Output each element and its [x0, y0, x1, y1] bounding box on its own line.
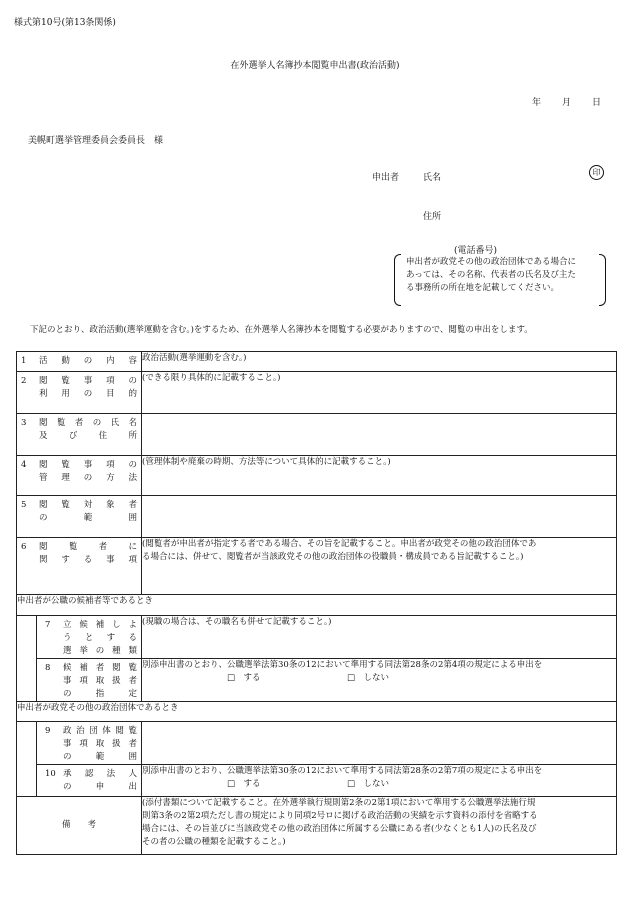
row-content[interactable]: (閲覧者が申出者が指定する者である場合、その旨を記載すること。申出者が政党その他の政治団体であ る場合には、併せて、閲覧者が当該政党その他の政治団体の役職員・構成員である旨記載すること。): [142, 538, 617, 595]
remarks-content[interactable]: (添付書類について記載すること。在外選挙執行規則第2条の2第1項において準用する公職選挙法施行規 則第3条の2第2項ただし書の規定により同項2号ロに掲げる政治活動の実績を示す資料の添付を省略する 場合には、その旨並びに当該政党その他の政治団体に所属する公職にある者(少なくとも1人)の氏名及び その者の公職の種類を記載すること。): [142, 797, 617, 855]
section-heading: 申出者が政党その他の政治団体であるとき: [17, 702, 617, 722]
row-content[interactable]: (現職の場合は、その職名も併せて記載すること。): [142, 616, 617, 659]
row-purpose: [17, 372, 617, 414]
row-label: の申出: [63, 782, 138, 792]
remarks-label: 備 考: [17, 797, 142, 855]
row-label: 立候補しよ: [63, 620, 138, 630]
section-party: [17, 702, 617, 722]
date-year-label: 年: [532, 98, 542, 108]
row-label: 閲覧対象者: [39, 500, 138, 510]
address-label: 住所: [423, 212, 442, 222]
row-label: 候補者閲覧: [63, 663, 138, 673]
row-label: の指定: [63, 689, 138, 699]
row-viewer-matters: [17, 538, 617, 595]
row-label: 閲覧者の氏名: [39, 418, 138, 428]
row-content[interactable]: [142, 722, 617, 765]
note-line: 申出者が政党その他の政治団体である場合に: [406, 257, 577, 267]
row-number: 8: [45, 663, 51, 673]
row-content[interactable]: [142, 496, 617, 538]
row-label: 閲覧者に: [39, 542, 138, 552]
phone-label: (電話番号): [454, 246, 498, 256]
row-content[interactable]: (できる限り具体的に記載すること。): [142, 372, 617, 414]
note-bracket-left: [394, 254, 401, 306]
row-approved-corp: [17, 765, 617, 797]
row-label: の範囲: [39, 513, 138, 523]
row-content[interactable]: (管理体制や廃棄の時期、方法等について具体的に記載すること。): [142, 456, 617, 496]
row-content[interactable]: [142, 414, 617, 456]
row-label: 選挙の種類: [63, 646, 138, 656]
row-scope: [17, 496, 617, 538]
applicant-note: [394, 256, 606, 302]
row-label: 政治団体閲覧: [63, 726, 138, 736]
application-table: [16, 351, 617, 855]
applicant-label: 申出者: [372, 173, 400, 183]
section-heading: 申出者が公職の候補者等であるとき: [17, 595, 617, 616]
row-number: 3: [21, 418, 27, 428]
row-remarks: [17, 797, 617, 855]
checkbox-yes[interactable]: □ する: [227, 779, 261, 789]
checkbox-no[interactable]: □ しない: [347, 779, 390, 789]
row-number: 7: [45, 620, 51, 630]
row-candidate-handler: [17, 659, 617, 702]
row-label: 閲覧事項の: [39, 460, 138, 470]
row-party-handler: [17, 722, 617, 765]
row-label: 事項取扱者: [63, 739, 138, 749]
row-viewer: [17, 414, 617, 456]
addressee: 美幌町選挙管理委員会委員長 様: [28, 136, 164, 146]
row-number: 5: [21, 500, 27, 510]
section-candidate: [17, 595, 617, 616]
date-month-label: 月: [562, 98, 572, 108]
date-day-label: 日: [592, 98, 602, 108]
row-number: 2: [21, 376, 27, 386]
row-label: 承認法人: [63, 769, 138, 779]
row-number: 1: [21, 356, 27, 366]
intro-text: 下記のとおり、政治活動(選挙運動を含む。)をするため、在外選挙人名簿抄本を閲覧する必要がありますので、閲覧の申出をします。: [30, 325, 533, 335]
row-label: うとする: [63, 633, 138, 643]
row-label: 利用の目的: [39, 389, 138, 399]
row-label: の範囲: [63, 752, 138, 762]
row-label: 関する事項: [39, 555, 138, 565]
row-activity: [17, 352, 617, 372]
row-number: 6: [21, 542, 27, 552]
row-number: 4: [21, 460, 27, 470]
row-number: 10: [45, 769, 56, 779]
row-content: 別添申出書のとおり、公職選挙法第30条の12において準用する同法第28条の2第7項の規定による申出を □ する □ しない: [142, 765, 617, 797]
row-label: 活動の内容: [39, 356, 138, 366]
note-line: る事務所の所在地を記載してください。: [406, 283, 560, 293]
row-management: [17, 456, 617, 496]
seal-mark: 印: [589, 165, 604, 180]
checkbox-no[interactable]: □ しない: [347, 673, 390, 683]
row-content: 政治活動(選挙運動を含む。): [142, 352, 617, 372]
note-line: あっては、その名称、代表者の氏名及び主た: [406, 270, 576, 280]
row-number: 9: [45, 726, 51, 736]
row-election-type: [17, 616, 617, 659]
row-label: 管理の方法: [39, 473, 138, 483]
form-number: 様式第10号(第13条関係): [14, 18, 116, 28]
checkbox-yes[interactable]: □ する: [227, 673, 261, 683]
row-content: 別添申出書のとおり、公職選挙法第30条の12において準用する同法第28条の2第4項の規定による申出を □ する □ しない: [142, 659, 617, 702]
row-label: 及び住所: [39, 431, 138, 441]
name-label: 氏名: [423, 173, 442, 183]
page-title: 在外選挙人名簿抄本閲覧申出書(政治活動): [230, 61, 400, 71]
row-label: 閲覧事項の: [39, 376, 138, 386]
row-label: 事項取扱者: [63, 676, 138, 686]
